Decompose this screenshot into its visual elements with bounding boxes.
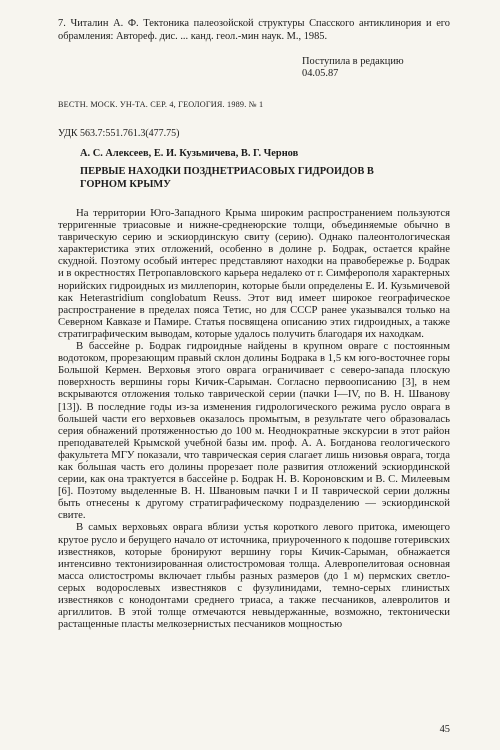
article-body [58, 207, 450, 630]
reference-entry: 7. Читалин А. Ф. Тектоника палеозойской структуры Спасского антиклинория и его обрамления: Автореф. дис. ... канд. геол.-мин наук. М., 1985. [58, 18, 450, 42]
udc-code: УДК 563.7:551.761.3(477.75) [58, 128, 180, 139]
received-label: Поступила в редакцию [302, 56, 404, 67]
page-number: 45 [439, 724, 450, 735]
article-authors: А. С. Алексеев, Е. И. Кузьмичева, В. Г. Чернов [80, 148, 299, 159]
body-paragraph: На территории Юго-Западного Крыма широким распространением пользуются терригенные триасовые и нижне-среднеюрские толщи, объединяемые обычно в таврическую серию и эскиординскую свиту (серию). Однако палеонтологическая характеристика этих отложений, особенно в долине р. Бодрак, остается крайне скудной. Поэтому особый интерес представляют находки на правобережье р. Бодрак и в окрестностях Петропавловского карьера недалеко от г. Симферополя характерных норийских гидроидных из миллепорин, которые были определены Е. И. Кузьмичевой как Heterastridium conglobatum Reuss. Этот вид имеет широкое географическое распространение в пределах пояса Тетис, но для СССР ранее указывался только на Северном Кавказе и Памире. Статья посвящена описанию этих гидроидных, а также стратиграфическим выводам, которые удалось получить благодаря их находкам. [58, 207, 450, 340]
article-title: ПЕРВЫЕ НАХОДКИ ПОЗДНЕТРИАСОВЫХ ГИДРОИДОВ В ГОРНОМ КРЫМУ [80, 166, 374, 190]
body-paragraph: В бассейне р. Бодрак гидроидные найдены в крупном овраге с постоянным водотоком, прорезающим правый склон долины Бодрака в 1,5 км юго-восточнее горы Большой Кермен. Верховья этого оврага ограничивает с северо-запада плоскую поверхность вершины горы Кичик-Сарыман. Согласно первоописанию [3], в нем вскрываются отложения только таврической серии (пачки I—IV, по В. Н. Шванову [13]). В последние годы из-за изменения гидрологического режима русло оврага в большей части его верховьев оказалось промытым, в результате чего образовалась серия обнажений протяженностью до 100 м. Неоднократные экскурсии в этот район преподавателей Крымской учебной базы им. проф. А. А. Богданова геологического факультета МГУ показали, что таврическая серия слагает лишь низовья оврага, тогда как бо́льшая часть его долины прорезает поле развития отложений эскиординской серии, как она трактуется в бассейне р. Бодрак Н. В. Короновским и В. С. Милеевым [6]. Поэтому выделенные В. Н. Швановым пачки I и II таврической серии должны быть отнесены к другому стратиграфическому подразделению — эскиординской свите. [58, 340, 450, 522]
received-date: 04.05.87 [302, 68, 339, 79]
journal-header: ВЕСТН. МОСК. УН-ТА. СЕР. 4, ГЕОЛОГИЯ. 1989. № 1 [58, 100, 264, 109]
body-paragraph: В самых верховьях оврага вблизи устья короткого левого притока, имеющего крутое русло и берущего начало от источника, приуроченного к подошве готеривских известняков, которые бронируют вершину горы Кичик-Сарыман, обнажается интенсивно тектонизированная олистостромовая толща. Алевропелитовая основная масса олистостромы включает глыбы разных размеров (до 1 м) пермских светло-серых водорослевых известняков с фузулинидами, темно-серых глинистых известняков с конодонтами среднего триаса, а также песчаников, алевролитов и аргиллитов. В этой толще отмечаются невыдержанные, возможно, тектонически растащенные пласты мелкозернистых песчаников мощностью [58, 521, 450, 631]
received-note [302, 56, 442, 80]
